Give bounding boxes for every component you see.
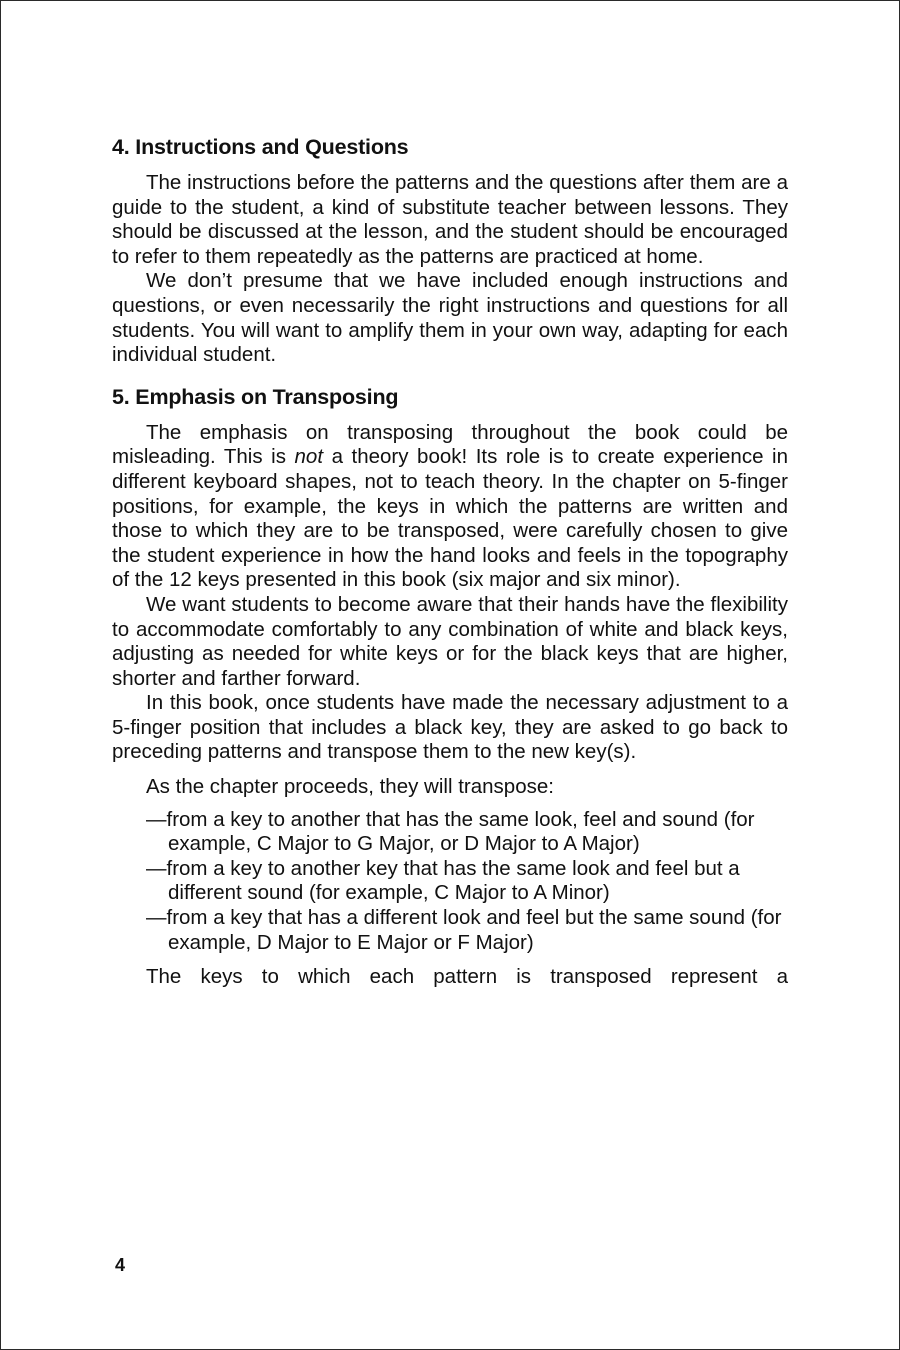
paragraph: [112, 421, 788, 593]
paragraph: The instructions before the patterns and the questions after them are a guide to the student, a kind of substitute teacher between lessons. They should be discussed at the lesson, and the student should be encouraged to refer to them repeatedly as the patterns are practiced at home.: [112, 171, 788, 268]
section-heading: 4. Instructions and Questions: [112, 135, 409, 159]
section-emphasis-transposing: [112, 384, 788, 990]
paragraph-text: a theory book! Its role is to create experience in different keyboard shapes, not to teach theory. In the chapter on 5-finger positions, for example, the keys in which the patterns are written and those to which they are to be transposed, were carefully chosen to give the student experience in how the hand looks and feels in the topography of the 12 keys presented in this book (six major and six minor).: [112, 445, 788, 592]
paragraph-text: The emphasis on transposing throughout the book could be misleading. This is: [112, 420, 788, 469]
closing-line: The keys to which each pattern is transposed represent a: [146, 965, 788, 989]
section-heading: 5. Emphasis on Transposing: [112, 384, 399, 409]
paragraph: We want students to become aware that their hands have the flexibility to accommodate comfortably to any combination of white and black keys, adjusting as needed for white keys or for the black keys that are higher, shorter and farther forward.: [112, 592, 788, 690]
page-number: 4: [115, 1255, 126, 1275]
section-instructions-questions: [112, 134, 788, 368]
paragraph: In this book, once students have made the necessary adjustment to a 5-finger position that includes a black key, they are asked to go back to preceding patterns and transpose them to the new key(s).: [112, 691, 788, 764]
paragraph: We don’t presume that we have included enough instructions and questions, or even necessarily the right instructions and questions for all students. You will want to amplify them in your own way, adapting for each individual student.: [112, 269, 788, 367]
page-content: [112, 134, 788, 990]
list-item: —from a key to another that has the same look, feel and sound (for example, C Major to G Major, or D Major to A Major): [146, 807, 755, 856]
emphasis-text: not: [294, 445, 324, 469]
transpose-list: [112, 808, 788, 956]
list-item: —from a key to another key that has the same look and feel but a different sound (for example, C Major to A Minor): [146, 856, 740, 905]
list-item: —from a key that has a different look and feel but the same sound (for example, D Major to E Major or F Major): [146, 906, 782, 954]
list-intro: As the chapter proceeds, they will transpose:: [146, 775, 554, 799]
